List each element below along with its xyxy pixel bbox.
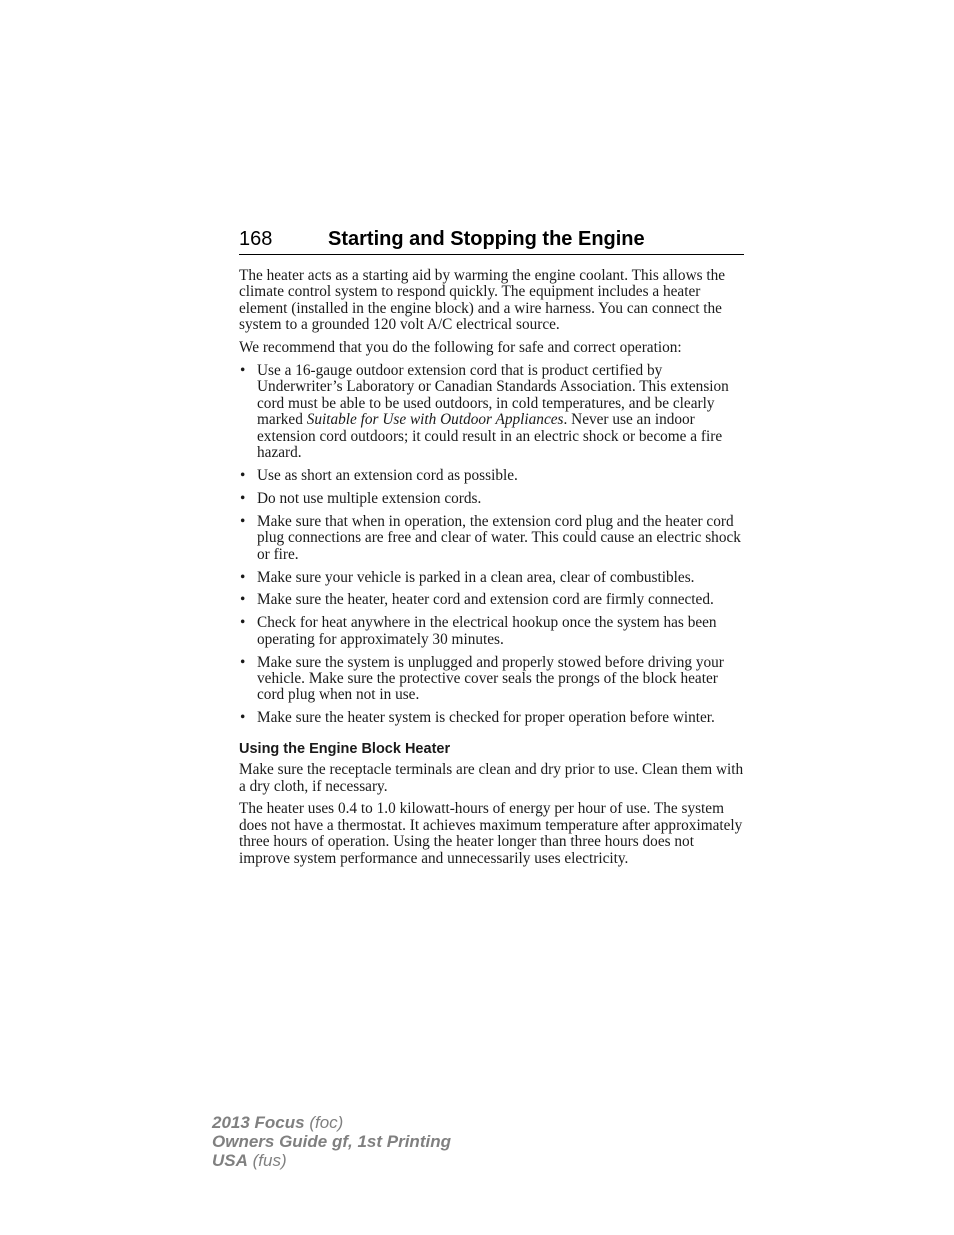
list-item-text: Use a 16-gauge outdoor extension cord that is product certified by Underwriter’s Laboratory or Canadian Standards Association. This extension cord must be able to be used outdoors, in cold temperatures, and be clearly marked [257,362,729,429]
bullet-icon: • [240,614,246,632]
recommend-paragraph: We recommend that you do the following for safe and correct operation: [239,339,682,357]
list-item [239,570,745,586]
list-item [239,655,745,704]
safety-list [239,363,745,727]
list-item-text: Check for heat anywhere in the electrical hookup once the system has been operating for approximately 30 minutes. [257,614,717,648]
footer-market: USA [212,1151,248,1170]
bullet-icon: • [240,512,246,530]
section-paragraph: The heater uses 0.4 to 1.0 kilowatt-hours of energy per hour of use. The system does not have a thermostat. It achieves maximum temperature after approximately three hours of operation. Using the heater longer than three hours does not improve system performance and unnecessarily uses electricity. [239,800,743,867]
bullet-icon: • [240,709,246,727]
list-item [239,592,745,608]
list-item [239,363,745,461]
page-content [239,268,745,874]
page-footer [212,1113,451,1170]
bullet-icon: • [240,591,246,609]
bullet-icon: • [240,362,246,380]
section-heading: Using the Engine Block Heater [239,740,451,757]
page-header [239,228,744,255]
list-item-text: Make sure your vehicle is parked in a clean area, clear of combustibles. [257,568,695,586]
list-item-text: Make sure that when in operation, the extension cord plug and the heater cord plug connections are free and clear of water. This could cause an electric shock or fire. [257,512,741,563]
footer-model-code: (foc) [309,1113,344,1132]
list-item-text: Make sure the heater, heater cord and extension cord are firmly connected. [257,591,714,609]
list-item-text: Make sure the heater system is checked for proper operation before winter. [257,709,715,727]
list-item [239,468,745,484]
bullet-icon: • [240,466,246,484]
page-number: 168 [239,228,273,250]
list-item-text: Make sure the system is unplugged and properly stowed before driving your vehicle. Make sure the protective cover seals the prongs of the block heater cord plug when not in use. [257,653,724,704]
list-item [239,491,745,507]
footer-market-code: (fus) [252,1151,287,1170]
list-item-text: Do not use multiple extension cords. [257,489,482,507]
list-item [239,710,745,726]
bullet-icon: • [240,568,246,586]
chapter-title: Starting and Stopping the Engine [328,228,645,250]
footer-line [212,1151,451,1170]
list-item-text: Use as short an extension cord as possible. [257,466,518,484]
list-item [239,514,745,563]
bullet-icon: • [240,653,246,671]
list-item-emphasis: Suitable for Use with Outdoor Appliances [306,411,564,429]
section-paragraph: Make sure the receptacle terminals are clean and dry prior to use. Clean them with a dry cloth, if necessary. [239,761,744,795]
intro-paragraph: The heater acts as a starting aid by warming the engine coolant. This allows the climate control system to respond quickly. The equipment includes a heater element (installed in the engine block) and a wire harness. You can connect the system to a grounded 120 volt A/C electrical source. [239,267,726,334]
bullet-icon: • [240,489,246,507]
footer-guide: Owners Guide gf, 1st Printing [212,1132,451,1151]
footer-line [212,1113,451,1132]
list-item [239,615,745,648]
footer-line [212,1132,451,1151]
list-item-text: . Never use an indoor extension cord outdoors; it could result in an electric shock or become a fire hazard. [257,411,723,462]
footer-model: 2013 Focus [212,1113,305,1132]
